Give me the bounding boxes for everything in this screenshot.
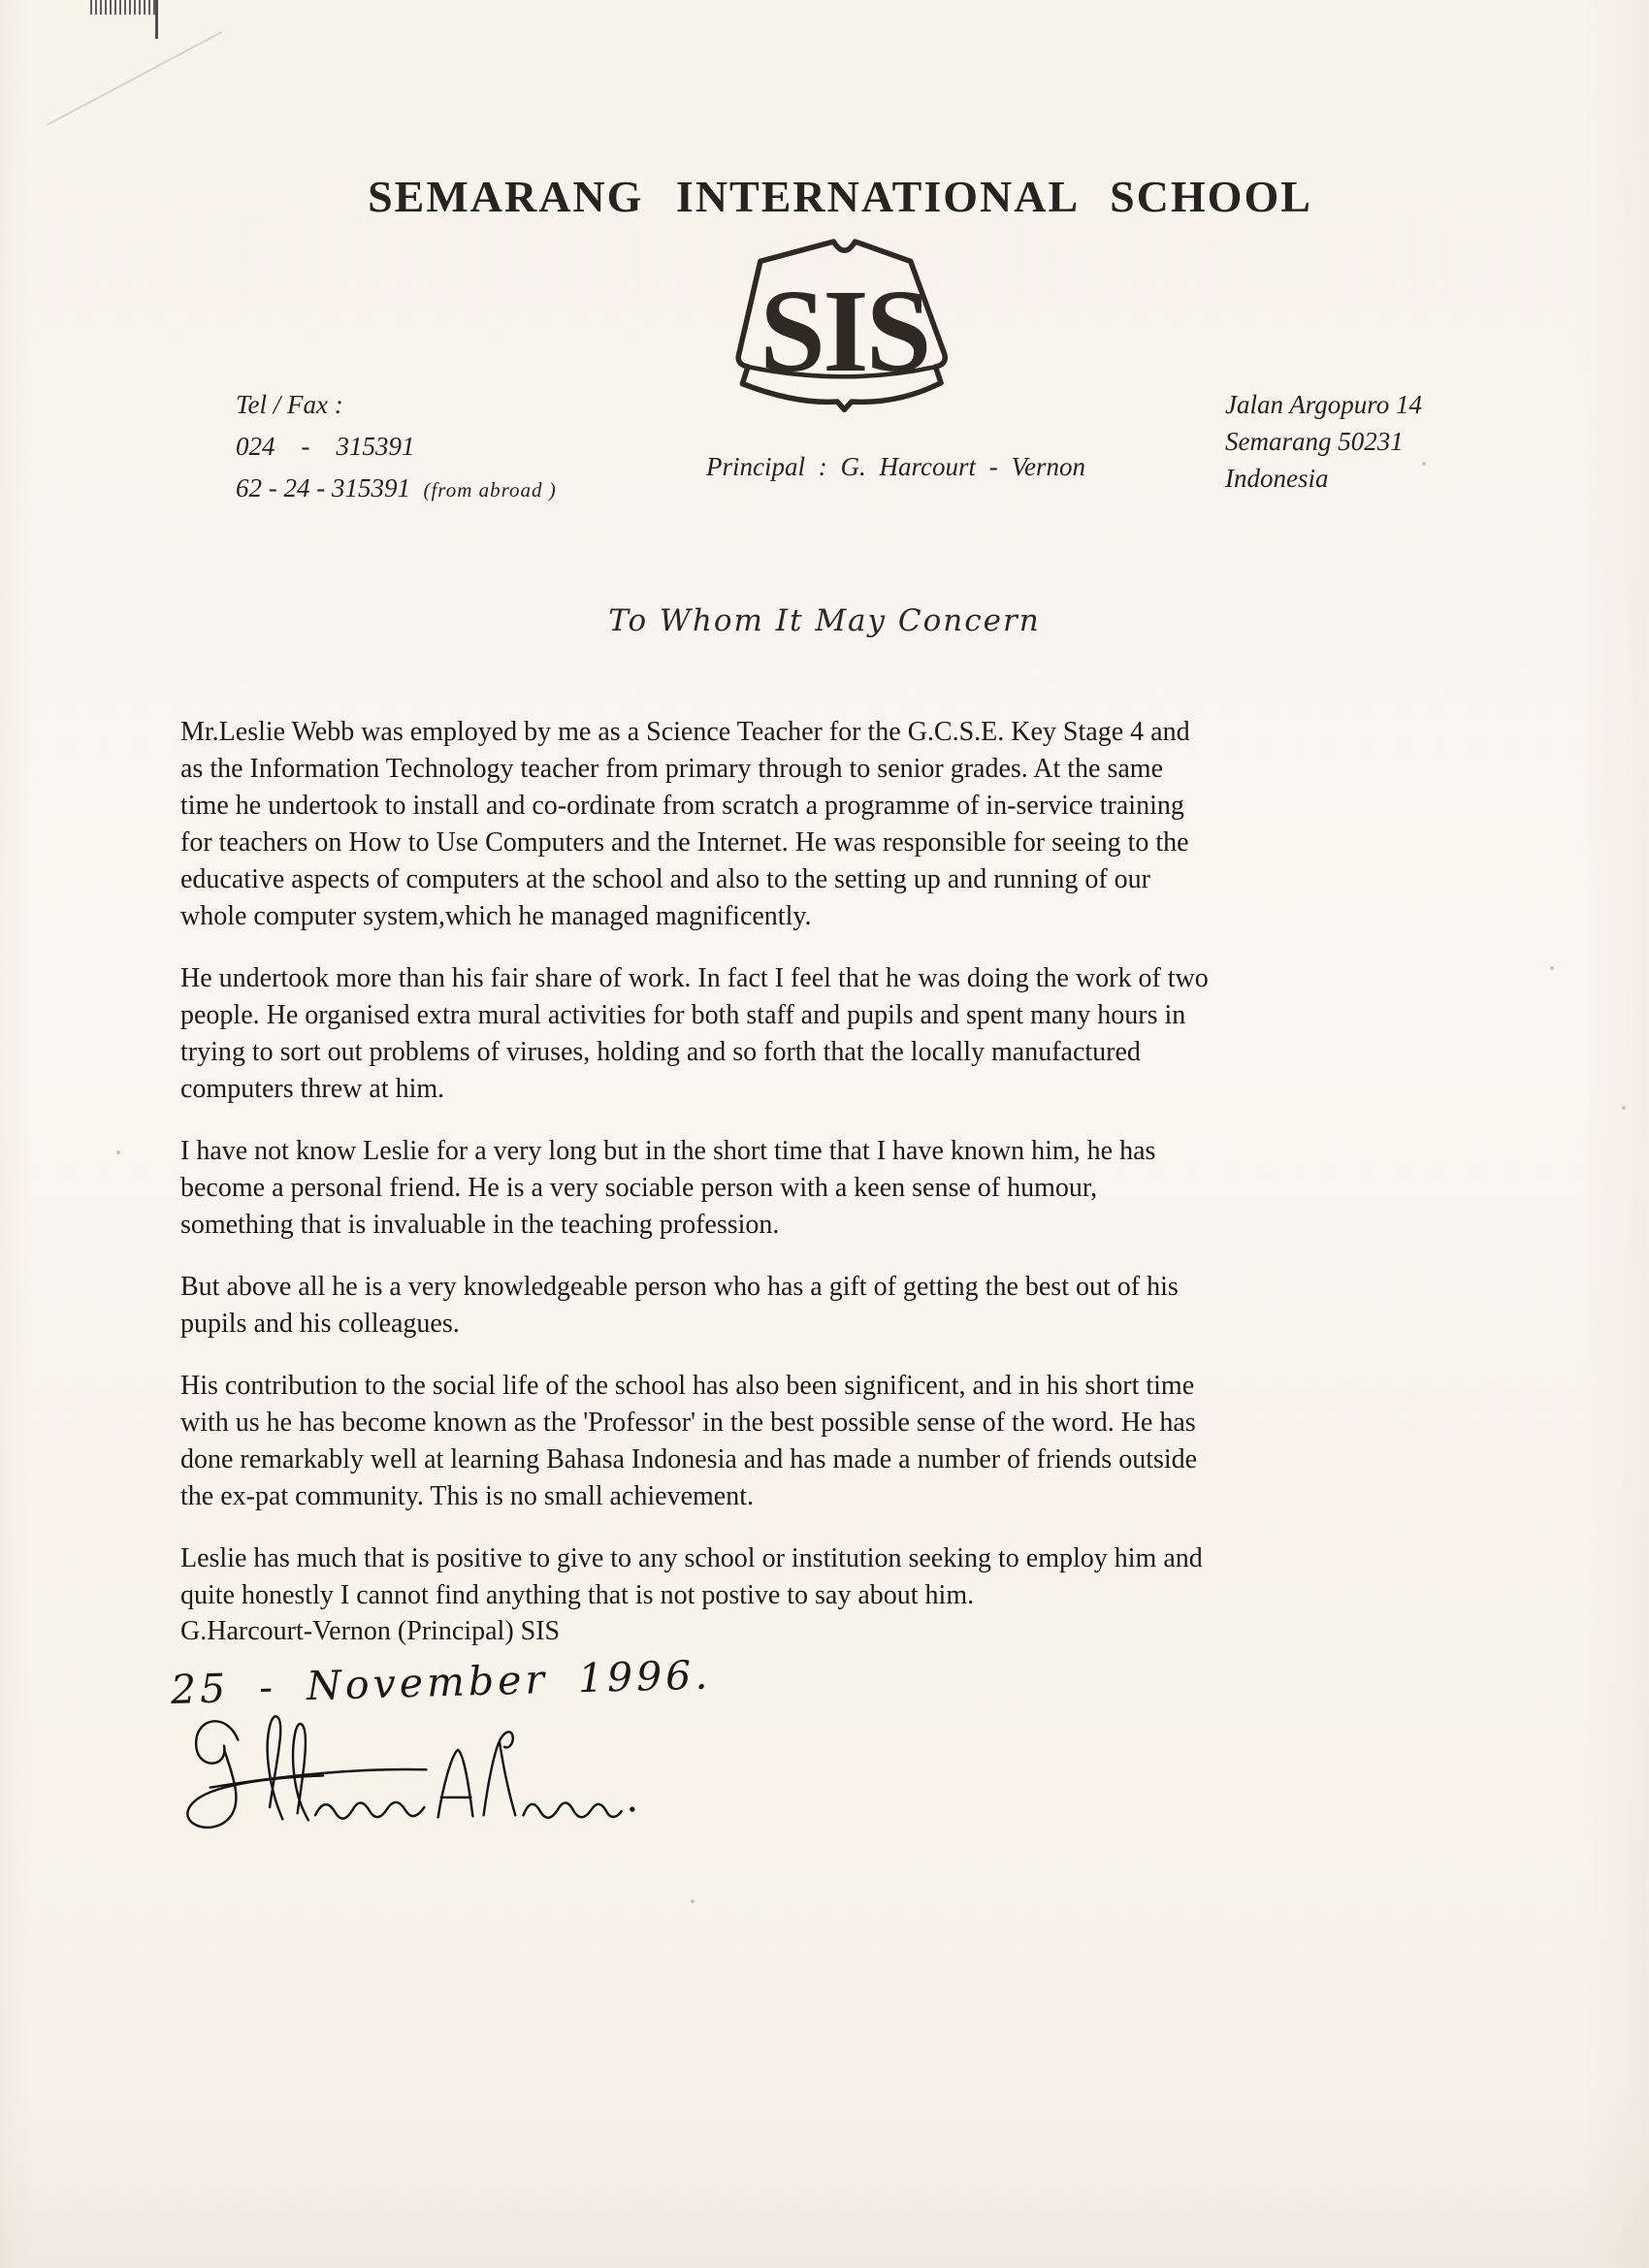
address-line: Jalan Argopuro 14 — [1225, 390, 1423, 419]
text-line: He undertook more than his fair share of work. In fact I feel that he was doing the work of two — [180, 963, 1209, 993]
telfax-line2-number: 62 - 24 - 315391 — [236, 473, 410, 502]
logo-text: SIS — [760, 266, 929, 397]
signoff-line: G.Harcourt-Vernon (Principal) SIS — [180, 1616, 561, 1646]
scan-speck — [691, 1899, 695, 1903]
telfax-label: Tel / Fax : — [236, 390, 343, 419]
address-block — [1225, 386, 1422, 497]
paragraph — [180, 1133, 1480, 1244]
text-line: with us he has become known as the 'Professor' in the best possible sense of the word. He has — [180, 1408, 1196, 1438]
text-line: as the Information Technology teacher from primary through to senior grades. At the same — [180, 754, 1164, 784]
paragraph — [180, 714, 1480, 935]
paragraph — [180, 1540, 1480, 1614]
scan-speck — [116, 1150, 120, 1154]
text-line: pupils and his colleagues. — [180, 1309, 460, 1339]
telfax-line2 — [236, 468, 557, 511]
principal-line: Principal : G. Harcourt - Vernon — [706, 452, 1085, 481]
text-line: something that is invaluable in the teaching profession. — [180, 1210, 780, 1240]
text-line: the ex-pat community. This is no small achievement. — [180, 1481, 754, 1511]
scan-artifact-mark — [155, 0, 158, 39]
text-line: educative aspects of computers at the school and also to the setting up and running of our — [180, 864, 1150, 894]
sis-shield-logo-icon — [701, 231, 987, 437]
paragraph — [180, 960, 1480, 1108]
text-line: I have not know Leslie for a very long but in the short time that I have known him, he has — [180, 1136, 1156, 1166]
text-line: trying to sort out problems of viruses, holding and so forth that the locally manufactured — [180, 1037, 1141, 1067]
letter-body — [180, 714, 1480, 1639]
salutation: To Whom It May Concern — [608, 603, 1041, 638]
text-line: quite honestly I cannot find anything that is not postive to say about him. — [180, 1580, 975, 1610]
school-logo — [701, 231, 987, 437]
handwritten-date: 25 - November 1996. — [170, 1651, 712, 1713]
text-line: Mr.Leslie Webb was employed by me as a Science Teacher for the G.C.S.E. Key Stage 4 and — [180, 717, 1190, 747]
text-line: time he undertook to install and co-ordinate from scratch a programme of in-service training — [180, 791, 1184, 821]
text-line: people. He organised extra mural activities for both staff and pupils and spent many hours in — [180, 1000, 1186, 1030]
paragraph — [180, 1269, 1480, 1343]
scan-crease-line — [47, 31, 223, 126]
telfax-block — [236, 384, 557, 511]
text-line: His contribution to the social life of the school has also been significent, and in his short time — [180, 1371, 1195, 1401]
text-line: computers threw at him. — [180, 1074, 445, 1104]
address-line: Indonesia — [1225, 464, 1329, 493]
text-line: done remarkably well at learning Bahasa Indonesia and has made a number of friends outside — [180, 1444, 1198, 1474]
text-line: become a personal friend. He is a very sociable person with a keen sense of humour, — [180, 1173, 1098, 1203]
telfax-line2-note: (from abroad ) — [423, 478, 557, 502]
scan-speck — [1622, 1106, 1626, 1110]
text-line: whole computer system,which he managed magnificently. — [180, 901, 812, 931]
text-line: But above all he is a very knowledgeable person who has a gift of getting the best out of his — [180, 1272, 1179, 1302]
scan-artifact-hatch — [90, 0, 158, 15]
scan-speck — [1550, 966, 1554, 970]
paragraph — [180, 1368, 1480, 1515]
school-name-title: SEMARANG INTERNATIONAL SCHOOL — [368, 172, 1312, 221]
text-line: for teachers on How to Use Computers and the Internet. He was responsible for seeing to the — [180, 827, 1189, 858]
signature-scrawl-icon — [175, 1705, 640, 1856]
text-line: Leslie has much that is positive to give to any school or institution seeking to employ him and — [180, 1543, 1203, 1573]
address-line: Semarang 50231 — [1225, 427, 1404, 456]
handwritten-signature — [175, 1705, 640, 1856]
scan-speck — [1422, 462, 1426, 466]
telfax-line1: 024 - 315391 — [236, 432, 415, 461]
